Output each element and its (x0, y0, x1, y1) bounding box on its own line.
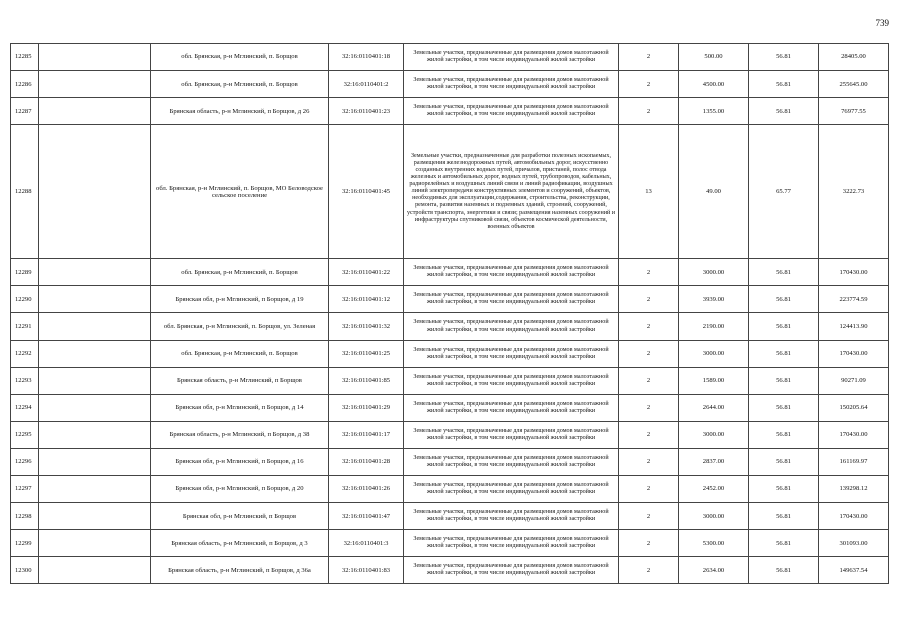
cadastral-value: 301093.00 (819, 530, 889, 557)
plot-number: 12286 (11, 71, 39, 98)
plot-address: Брянская обл, р-н Мглинский, п Борщов, д 19 (151, 286, 329, 313)
specific-value: 56.81 (749, 98, 819, 125)
cadastral-value: 161169.97 (819, 448, 889, 475)
permitted-use: Земельные участки, предназначенные для размещения домов малоэтажной жилой застройки, в том числе индивидуальной жилой застройки (404, 530, 619, 557)
plot-area: 500.00 (679, 44, 749, 71)
permitted-use: Земельные участки, предназначенные для размещения домов малоэтажной жилой застройки, в том числе индивидуальной жилой застройки (404, 340, 619, 367)
specific-value: 56.81 (749, 448, 819, 475)
cadastral-value: 28405.00 (819, 44, 889, 71)
cadastral-number: 32:16:0110401:26 (329, 476, 404, 503)
plot-number: 12300 (11, 557, 39, 584)
specific-value: 56.81 (749, 557, 819, 584)
cadastral-value: 90271.09 (819, 367, 889, 394)
plot-area: 3000.00 (679, 503, 749, 530)
cadastral-number: 32:16:0110401:32 (329, 313, 404, 340)
plot-area: 4500.00 (679, 71, 749, 98)
permitted-use: Земельные участки, предназначенные для размещения домов малоэтажной жилой застройки, в том числе индивидуальной жилой застройки (404, 313, 619, 340)
plot-address: Брянская область, р-н Мглинский, п Борщов, д 36а (151, 557, 329, 584)
cadastral-value: 139298.12 (819, 476, 889, 503)
empty-cell (39, 476, 151, 503)
specific-value: 56.81 (749, 313, 819, 340)
page-number: 739 (875, 18, 889, 28)
plot-address: Брянская обл, р-н Мглинский, п Борщов, д 14 (151, 394, 329, 421)
table-row (11, 367, 889, 394)
plot-number: 12285 (11, 44, 39, 71)
empty-cell (39, 259, 151, 286)
table-row (11, 71, 889, 98)
cadastral-number: 32:16:0110401:18 (329, 44, 404, 71)
cadastral-value: 255645.00 (819, 71, 889, 98)
cadastral-number: 32:16:0110401:25 (329, 340, 404, 367)
permitted-use: Земельные участки, предназначенные для размещения домов малоэтажной жилой застройки, в том числе индивидуальной жилой застройки (404, 421, 619, 448)
cadastral-number: 32:16:0110401:83 (329, 557, 404, 584)
empty-cell (39, 286, 151, 313)
plot-area: 2634.00 (679, 557, 749, 584)
empty-cell (39, 44, 151, 71)
empty-cell (39, 530, 151, 557)
permitted-use: Земельные участки, предназначенные для размещения домов малоэтажной жилой застройки, в том числе индивидуальной жилой застройки (404, 367, 619, 394)
specific-value: 56.81 (749, 394, 819, 421)
specific-value: 56.81 (749, 286, 819, 313)
plot-number: 12296 (11, 448, 39, 475)
permitted-use: Земельные участки, предназначенные для размещения домов малоэтажной жилой застройки, в том числе индивидуальной жилой застройки (404, 557, 619, 584)
plot-address: обл. Брянская, р-н Мглинский, п. Борщов, ул. Зеленая (151, 313, 329, 340)
plot-number: 12290 (11, 286, 39, 313)
use-group: 2 (619, 394, 679, 421)
specific-value: 56.81 (749, 421, 819, 448)
specific-value: 56.81 (749, 476, 819, 503)
table-row (11, 313, 889, 340)
use-group: 2 (619, 530, 679, 557)
table-row (11, 394, 889, 421)
table-row (11, 503, 889, 530)
plot-number: 12295 (11, 421, 39, 448)
plot-number: 12299 (11, 530, 39, 557)
table-row (11, 259, 889, 286)
use-group: 2 (619, 313, 679, 340)
plot-address: Брянская обл, р-н Мглинский, п Борщов, д 16 (151, 448, 329, 475)
permitted-use: Земельные участки, предназначенные для размещения домов малоэтажной жилой застройки, в том числе индивидуальной жилой застройки (404, 259, 619, 286)
empty-cell (39, 394, 151, 421)
plot-address: Брянская область, р-н Мглинский, п Борщов (151, 367, 329, 394)
plot-number: 12297 (11, 476, 39, 503)
use-group: 13 (619, 125, 679, 259)
plot-area: 2644.00 (679, 394, 749, 421)
plot-address: Брянская обл, р-н Мглинский, п Борщов, д 20 (151, 476, 329, 503)
plot-area: 1355.00 (679, 98, 749, 125)
use-group: 2 (619, 421, 679, 448)
plot-area: 5300.00 (679, 530, 749, 557)
permitted-use: Земельные участки, предназначенные для размещения домов малоэтажной жилой застройки, в том числе индивидуальной жилой застройки (404, 394, 619, 421)
specific-value: 56.81 (749, 340, 819, 367)
table-row (11, 448, 889, 475)
empty-cell (39, 71, 151, 98)
table-row (11, 557, 889, 584)
permitted-use: Земельные участки, предназначенные для размещения домов малоэтажной жилой застройки, в том числе индивидуальной жилой застройки (404, 286, 619, 313)
plot-area: 3000.00 (679, 340, 749, 367)
empty-cell (39, 503, 151, 530)
cadastral-number: 32:16:0110401:28 (329, 448, 404, 475)
cadastral-number: 32:16:0110401:2 (329, 71, 404, 98)
use-group: 2 (619, 71, 679, 98)
plot-area: 3000.00 (679, 259, 749, 286)
specific-value: 56.81 (749, 367, 819, 394)
specific-value: 56.81 (749, 71, 819, 98)
permitted-use: Земельные участки, предназначенные для размещения домов малоэтажной жилой застройки, в том числе индивидуальной жилой застройки (404, 448, 619, 475)
use-group: 2 (619, 259, 679, 286)
plot-number: 12298 (11, 503, 39, 530)
table-row (11, 340, 889, 367)
permitted-use: Земельные участки, предназначенные для размещения домов малоэтажной жилой застройки, в том числе индивидуальной жилой застройки (404, 476, 619, 503)
specific-value: 56.81 (749, 503, 819, 530)
cadastral-number: 32:16:0110401:22 (329, 259, 404, 286)
specific-value: 56.81 (749, 530, 819, 557)
use-group: 2 (619, 340, 679, 367)
plot-number: 12293 (11, 367, 39, 394)
plot-address: обл. Брянская, р-н Мглинский, п. Борщов (151, 259, 329, 286)
cadastral-number: 32:16:0110401:29 (329, 394, 404, 421)
plot-area: 49.00 (679, 125, 749, 259)
cadastral-number: 32:16:0110401:3 (329, 530, 404, 557)
cadastral-value: 3222.73 (819, 125, 889, 259)
empty-cell (39, 448, 151, 475)
specific-value: 56.81 (749, 259, 819, 286)
table-row (11, 476, 889, 503)
cadastral-value: 149637.54 (819, 557, 889, 584)
table-row (11, 98, 889, 125)
table-body (11, 44, 889, 584)
specific-value: 65.77 (749, 125, 819, 259)
cadastral-number: 32:16:0110401:12 (329, 286, 404, 313)
use-group: 2 (619, 476, 679, 503)
plot-area: 3939.00 (679, 286, 749, 313)
land-plots-table (10, 43, 889, 584)
cadastral-value: 170430.00 (819, 259, 889, 286)
plot-address: обл. Брянская, р-н Мглинский, п. Борщов (151, 71, 329, 98)
plot-number: 12294 (11, 394, 39, 421)
use-group: 2 (619, 98, 679, 125)
use-group: 2 (619, 503, 679, 530)
plot-area: 1589.00 (679, 367, 749, 394)
table-row (11, 125, 889, 259)
cadastral-number: 32:16:0110401:17 (329, 421, 404, 448)
use-group: 2 (619, 557, 679, 584)
table-row (11, 44, 889, 71)
cadastral-number: 32:16:0110401:85 (329, 367, 404, 394)
table-row (11, 530, 889, 557)
empty-cell (39, 340, 151, 367)
plot-area: 2452.00 (679, 476, 749, 503)
plot-area: 2190.00 (679, 313, 749, 340)
plot-area: 2837.00 (679, 448, 749, 475)
plot-address: Брянская область, р-н Мглинский, п Борщов, д 26 (151, 98, 329, 125)
use-group: 2 (619, 286, 679, 313)
table-row (11, 421, 889, 448)
empty-cell (39, 367, 151, 394)
cadastral-number: 32:16:0110401:45 (329, 125, 404, 259)
cadastral-value: 76977.55 (819, 98, 889, 125)
use-group: 2 (619, 44, 679, 71)
plot-address: Брянская область, р-н Мглинский, п Борщов, д 38 (151, 421, 329, 448)
empty-cell (39, 557, 151, 584)
cadastral-number: 32:16:0110401:23 (329, 98, 404, 125)
plot-number: 12289 (11, 259, 39, 286)
table-row (11, 286, 889, 313)
plot-number: 12291 (11, 313, 39, 340)
cadastral-number: 32:16:0110401:47 (329, 503, 404, 530)
plot-area: 3000.00 (679, 421, 749, 448)
plot-number: 12287 (11, 98, 39, 125)
plot-address: Брянская обл, р-н Мглинский, п Борщов (151, 503, 329, 530)
permitted-use: Земельные участки, предназначенные для размещения домов малоэтажной жилой застройки, в том числе индивидуальной жилой застройки (404, 98, 619, 125)
permitted-use: Земельные участки, предназначенные для размещения домов малоэтажной жилой застройки, в том числе индивидуальной жилой застройки (404, 44, 619, 71)
empty-cell (39, 421, 151, 448)
plot-address: обл. Брянская, р-н Мглинский, п. Борщов, МО Беловодское сельское поселение (151, 125, 329, 259)
permitted-use: Земельные участки, предназначенные для разработки полезных ископаемых, размещения железнодорожных путей, автомобильных дорог, искусственно созданных внутренних водных путей, причалов, пристаней, полос отвода железных и автомобильных дорог, водных путей, трубопроводов, кабельных, радиорелейных и воздушных линий связи и линий радиофикации, воздушных линий электропередачи конструктивных элементов и сооружений, объектов, необходимых для эксплуатации,содержания, строительства, реконструкции, ремонта, развития наземных и подземных зданий, строений, сооружений, устройств транспорта, энергетики и связи; размещения наземных сооружений и инфраструктуры спутниковой связи, объектов космической деятельности, военных объектов (404, 125, 619, 259)
permitted-use: Земельные участки, предназначенные для размещения домов малоэтажной жилой застройки, в том числе индивидуальной жилой застройки (404, 503, 619, 530)
plot-address: Брянская область, р-н Мглинский, п Борщов, д 3 (151, 530, 329, 557)
empty-cell (39, 313, 151, 340)
cadastral-value: 223774.59 (819, 286, 889, 313)
cadastral-value: 124413.90 (819, 313, 889, 340)
specific-value: 56.81 (749, 44, 819, 71)
use-group: 2 (619, 367, 679, 394)
plot-address: обл. Брянская, р-н Мглинский, п. Борщов (151, 44, 329, 71)
empty-cell (39, 125, 151, 259)
plot-number: 12292 (11, 340, 39, 367)
cadastral-value: 170430.00 (819, 503, 889, 530)
permitted-use: Земельные участки, предназначенные для размещения домов малоэтажной жилой застройки, в том числе индивидуальной жилой застройки (404, 71, 619, 98)
cadastral-value: 170430.00 (819, 340, 889, 367)
plot-number: 12288 (11, 125, 39, 259)
cadastral-value: 150205.64 (819, 394, 889, 421)
plot-address: обл. Брянская, р-н Мглинский, п. Борщов (151, 340, 329, 367)
empty-cell (39, 98, 151, 125)
use-group: 2 (619, 448, 679, 475)
cadastral-value: 170430.00 (819, 421, 889, 448)
